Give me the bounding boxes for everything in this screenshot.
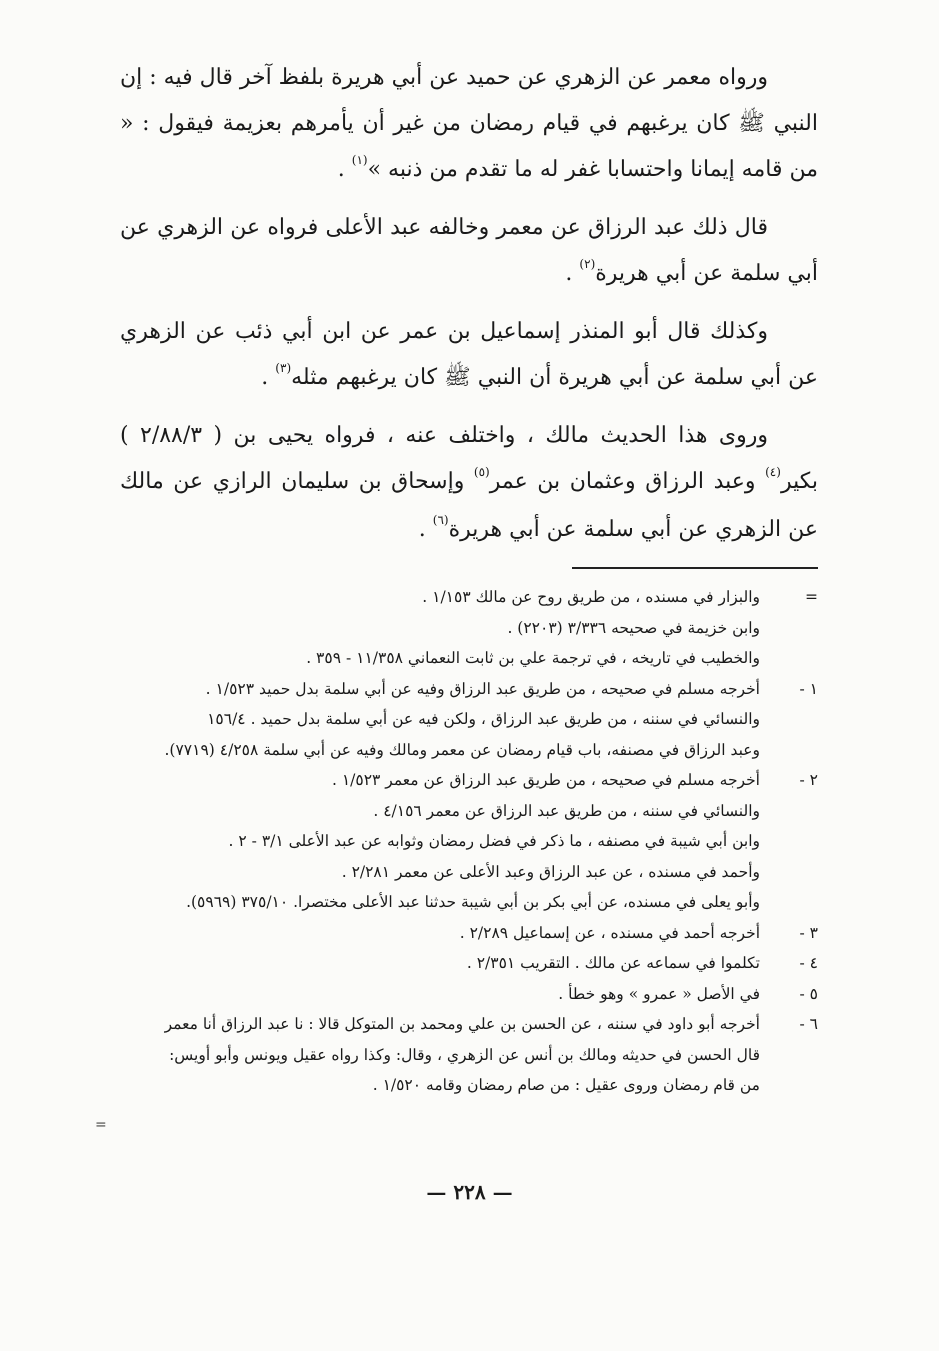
footnote-line: وأبو يعلى في مسنده، عن أبي بكر بن أبي شيبة حدثنا عبد الأعلى مختصرا. ٣٧٥/١٠ (٥٩٦٩). [186,893,760,911]
page-number: — ٢٢٨ — [426,1180,513,1204]
footnote-number: = [805,588,818,606]
footnote-number: ٦ - [799,1015,818,1033]
footnote-line: قال الحسن في حديثه ومالك بن أنس عن الزهري ، وقال: وكذا رواه عقيل ويونس وأبو أويس: [169,1045,760,1064]
footnote-line: والخطيب في تاريخه ، في ترجمة علي بن ثابت النعماني ١١/٣٥٨ - ٣٥٩ . [306,649,760,667]
footnote-continued [120,582,818,674]
footnote-number: ٥ - [799,984,818,1003]
paragraph-2: قال ذلك عبد الرزاق عن معمر وخالفه عبد الأعلى فرواه عن الزهري عن أبي سلمة عن أبي هريرة$^{(٢)}$ . [120,215,818,286]
main-text [120,55,818,565]
paragraph-4: وروى هذا الحديث مالك ، واختلف عنه ، فرواه يحيى بن ( ٢/٨٨/٣ ) بكير$^{(٤)}$ وعبد الرزاق وعثمان بن عمر$^{(٥)}$ وإسحاق بن سليمان الرازي عن مالك عن الزهري عن أبي سلمة عن أبي هريرة$^{(٦)}$ . [120,423,818,542]
paragraph-3: وكذلك قال أبو المنذر إسماعيل بن عمر عن ابن أبي ذئب عن الزهري عن أبي سلمة عن أبي هريرة أن النبي ﷺ كان يرغبهم مثله$^{(٣)}$ . [120,319,818,390]
footnote-ref-2: (٢) [579,257,596,271]
footnote-line: في الأصل « عمرو » وهو خطأ . [558,984,760,1003]
footnote-line: وابن خزيمة في صحيحه ٣/٣٣٦ (٢٢٠٣) . [507,618,760,637]
footnote-5 [120,979,818,1010]
paragraph-1: ورواه معمر عن الزهري عن حميد عن أبي هريرة بلفظ آخر قال فيه : إن النبي ﷺ كان يرغبهم في قيام رمضان من غير أن يأمرهم بعزيمة فيقول : « من قامه إيمانا واحتسابا غفر له ما تقدم من ذنبه »$^{(١)}$ . [120,65,818,182]
footnote-4 [120,948,818,979]
footnote-line: تكلموا في سماعه عن مالك . التقريب ٢/٣٥١ . [466,954,760,972]
footnote-divider [572,567,818,569]
footnote-line: من قام رمضان وروى عقيل : من صام رمضان وقامه ١/٥٢٠ . [372,1076,760,1094]
footnote-line: أخرجه أحمد في مسنده ، عن إسماعيل ٢/٢٨٩ . [459,923,760,942]
footnote-number: ٣ - [799,923,818,942]
footnote-ref-5: (٥) [473,465,490,479]
footnote-line: وعبد الرزاق في مصنفه، باب قيام رمضان عن معمر ومالك وفيه عن أبي سلمة ٤/٢٥٨ (٧٧١٩). [164,740,760,759]
footnote-number: ١ - [799,679,818,698]
footnote-number: ٢ - [799,771,818,789]
footnote-line: أخرجه أبو داود في سننه ، عن الحسن بن علي ومحمد بن المتوكل قالا : نا عبد الرزاق أنا معمر [164,1015,760,1033]
footnote-line: وأحمد في مسنده ، عن عبد الرزاق وعبد الأعلى عن معمر ٢/٢٨١ . [341,862,760,881]
footnotes [120,582,818,1101]
footnote-1 [120,674,818,766]
footnote-line: والنسائي في سننه ، من طريق عبد الرزاق ، ولكن فيه عن أبي سلمة بدل حميد . ١٥٦/٤ [207,710,760,728]
footnote-line: وابن أبي شيبة في مصنفه ، ما ذكر في فضل رمضان وثوابه عن عبد الأعلى ٣/١ - ٢ . [228,832,760,850]
footnote-line: والنسائي في سننه ، من طريق عبد الرزاق عن معمر ٤/١٥٦ . [373,801,760,820]
footnote-ref-3: (٣) [275,361,292,375]
footnote-number: ٤ - [799,954,818,972]
footnote-6 [120,1009,818,1101]
footnote-line: والبزار في مسنده ، من طريق روح عن مالك ١/١٥٣ . [422,588,760,606]
footnote-ref-6: (٦) [432,513,449,527]
footnote-ref-4: (٤) [765,465,781,479]
footnote-line: أخرجه مسلم في صحيحه ، من طريق عبد الرزاق عن معمر ١/٥٢٣ . [331,771,760,789]
footnote-ref-1: (١) [351,153,368,167]
footnote-2 [120,765,818,918]
margin-mark: = [95,1117,107,1133]
footnote-3 [120,918,818,949]
footnote-line: أخرجه مسلم في صحيحه ، من طريق عبد الرزاق وفيه عن أبي سلمة بدل حميد ١/٥٢٣ . [205,679,760,698]
